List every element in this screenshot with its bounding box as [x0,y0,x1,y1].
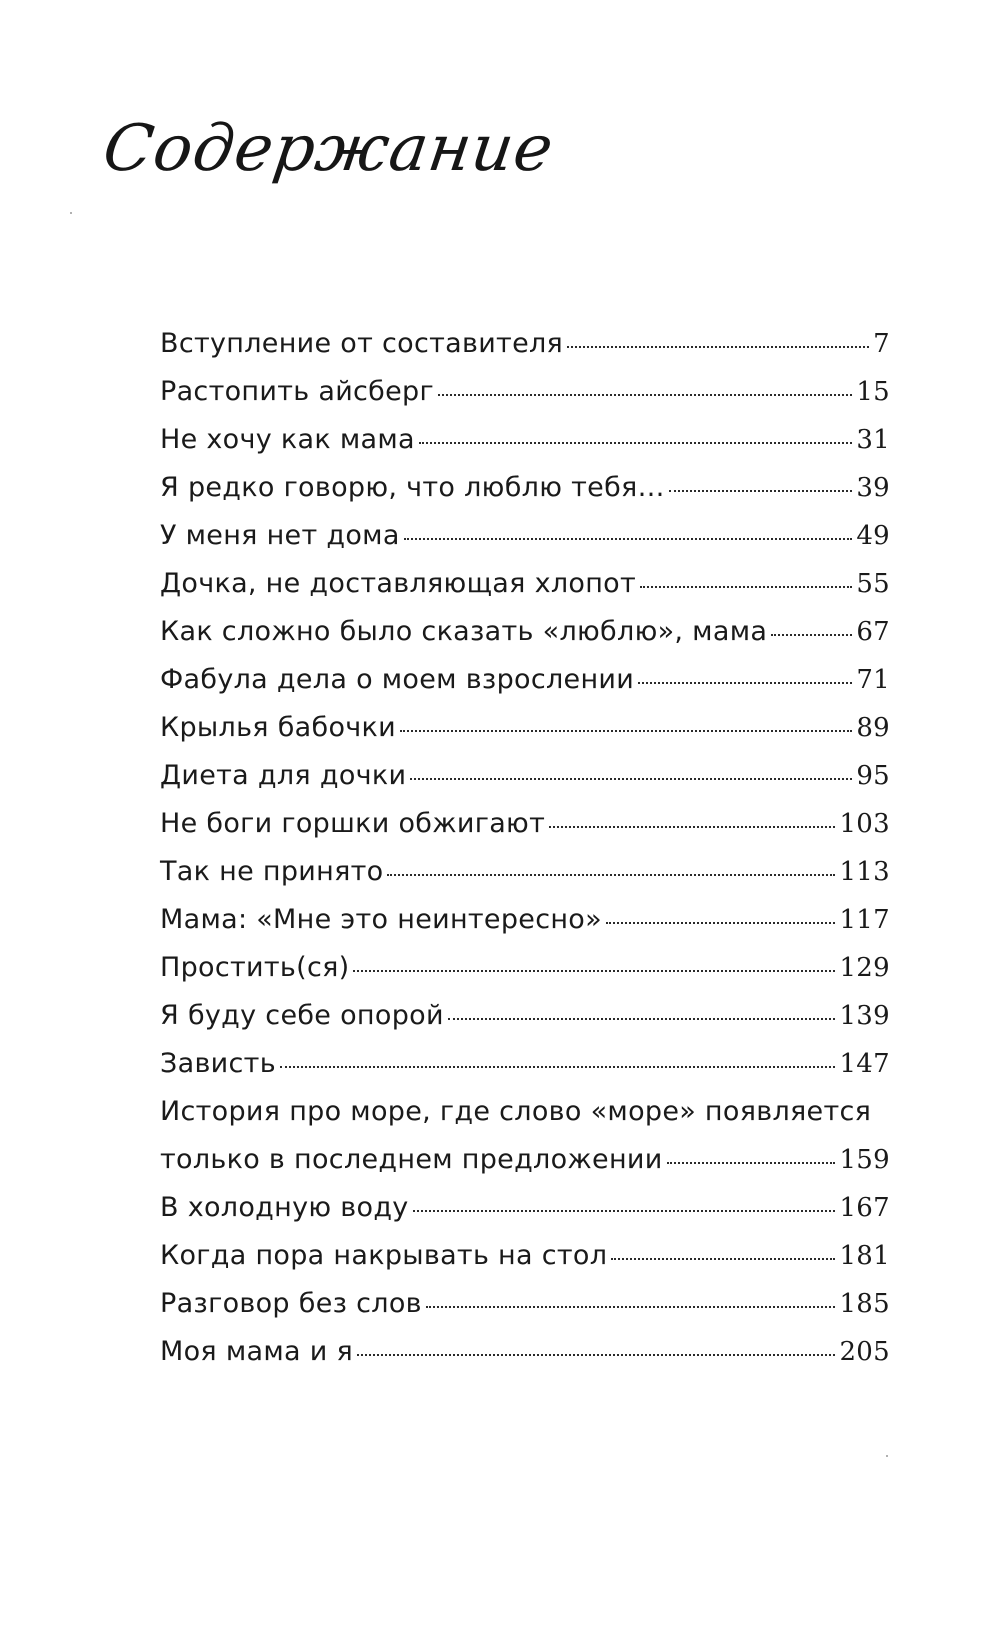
dot-leader [387,874,835,876]
toc-entry [160,320,890,368]
toc-entry [160,1040,890,1088]
toc-entry-line-2 [160,1136,890,1184]
toc-entry-page: 103 [839,809,890,839]
dot-leader [400,730,852,732]
paper-speck [70,212,72,214]
table-of-contents [160,320,890,1376]
toc-entry-title: Зависть [160,1048,276,1079]
toc-entry-page: 49 [856,521,890,551]
toc-entry-line-1 [160,1088,890,1136]
dot-leader [611,1258,835,1260]
toc-entry [160,368,890,416]
dot-leader [549,826,835,828]
toc-entry-page: 113 [839,857,890,887]
toc-entry-page: 129 [839,953,890,983]
dot-leader [280,1066,836,1068]
toc-entry-title: Мама: «Мне это неинтересно» [160,904,602,935]
toc-entry-title: Не хочу как мама [160,424,415,455]
toc-entry-page: 159 [839,1145,890,1175]
toc-entry-title: Я редко говорю, что люблю тебя… [160,472,665,503]
dot-leader [404,538,853,540]
toc-entry-title: Вступление от составителя [160,328,564,359]
toc-entry-title: Растопить айсберг [160,376,434,407]
toc-entry-title: Когда пора накрывать на стол [160,1240,608,1271]
toc-entry-page: 95 [856,761,890,791]
toc-entry [160,1088,890,1184]
toc-entry [160,1280,890,1328]
toc-entry-page: 117 [839,905,890,935]
toc-entry-page: 167 [839,1193,890,1223]
dot-leader [426,1306,836,1308]
toc-entry [160,512,890,560]
toc-entry-page: 181 [839,1241,890,1271]
paper-speck [886,1455,888,1457]
toc-entry-page: 15 [856,377,890,407]
dot-leader [638,682,852,684]
toc-entry-page: 67 [856,617,890,647]
dot-leader [448,1018,836,1020]
dot-leader [667,1162,836,1164]
toc-entry [160,1328,890,1376]
toc-entry-title: только в последнем предложении [160,1144,663,1175]
toc-entry-title: В холодную воду [160,1192,409,1223]
dot-leader [419,442,852,444]
dot-leader [413,1210,836,1212]
toc-entry [160,752,890,800]
toc-entry-title: Как сложно было сказать «люблю», мама [160,616,768,647]
page-title: Содержание [98,112,559,186]
toc-entry-page: 31 [856,425,890,455]
toc-entry [160,896,890,944]
toc-entry-title: Крылья бабочки [160,712,396,743]
toc-entry-page: 147 [839,1049,890,1079]
toc-entry-page: 71 [856,665,890,695]
dot-leader [567,346,869,348]
toc-entry [160,608,890,656]
toc-entry-title: Фабула дела о моем взрослении [160,664,635,695]
toc-entry-page: 139 [839,1001,890,1031]
dot-leader [669,490,852,492]
toc-entry [160,416,890,464]
toc-entry-page: 7 [873,329,890,359]
toc-entry-title: У меня нет дома [160,520,400,551]
toc-entry-title: Моя мама и я [160,1336,354,1367]
dot-leader [640,586,852,588]
toc-entry [160,800,890,848]
toc-entry-page: 39 [856,473,890,503]
toc-entry-title: Диета для дочки [160,760,407,791]
dot-leader [357,1354,835,1356]
toc-entry [160,464,890,512]
toc-entry [160,944,890,992]
toc-entry-title: Не боги горшки обжигают [160,808,546,839]
toc-entry [160,848,890,896]
toc-entry-title: Так не принято [160,856,384,887]
toc-entry-page: 185 [839,1289,890,1319]
toc-entry-page: 55 [856,569,890,599]
toc-entry [160,1232,890,1280]
toc-entry-title: Разговор без слов [160,1288,422,1319]
toc-entry [160,704,890,752]
toc-entry [160,992,890,1040]
toc-entry [160,560,890,608]
dot-leader [410,778,852,780]
toc-entry-title: Простить(ся) [160,952,350,983]
toc-entry [160,1184,890,1232]
toc-entry-page: 205 [839,1337,890,1367]
toc-entry [160,656,890,704]
dot-leader [771,634,852,636]
dot-leader [438,394,852,396]
dot-leader [353,970,835,972]
toc-entry-title: История про море, где слово «море» появляется [160,1096,872,1127]
toc-entry-page: 89 [856,713,890,743]
toc-entry-title: Дочка, не доставляющая хлопот [160,568,637,599]
toc-entry-title: Я буду себе опорой [160,1000,444,1031]
dot-leader [606,922,836,924]
